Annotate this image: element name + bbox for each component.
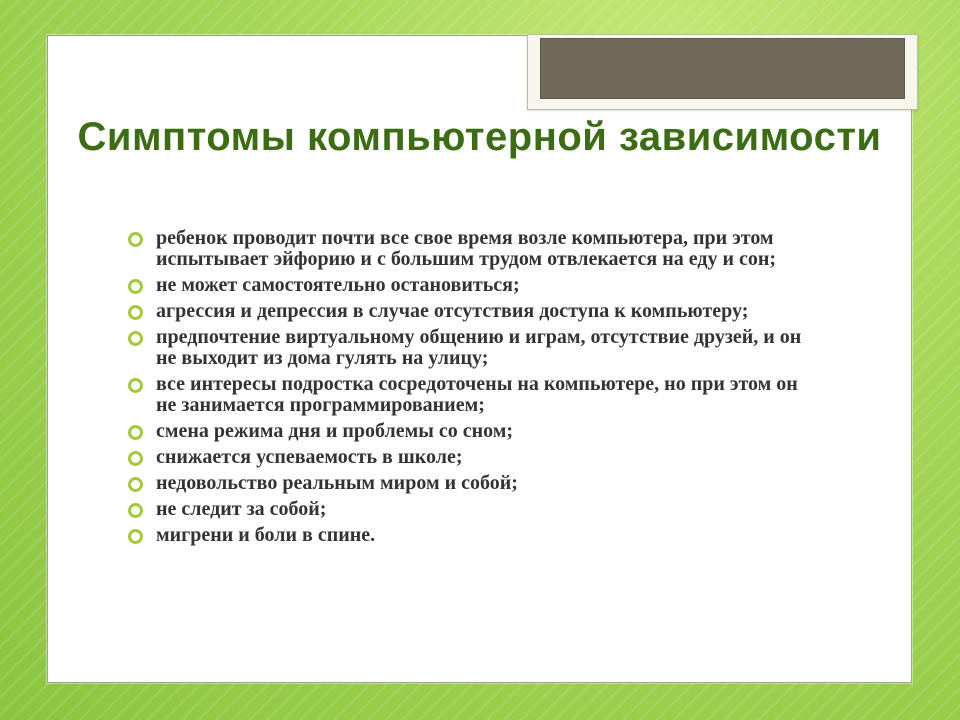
list-item-text: ребенок проводит почти все свое время возле компьютера, при этом испытывает эйфорию и с большим трудом отвлекается на еду и сон; [156,227,777,270]
list-item [128,499,808,520]
list-item [128,525,808,546]
list-item [128,374,808,416]
circle-bullet-icon [128,232,143,247]
slide-title: Симптомы компьютерной зависимости [77,115,882,159]
bullet-list [128,228,808,551]
list-item-text: снижается успеваемость в школе; [156,446,463,468]
circle-bullet-icon [128,529,143,544]
circle-bullet-icon [128,477,143,492]
decorative-title-frame [527,34,918,110]
list-item-text: агрессия и депрессия в случае отсутствия доступа к компьютеру; [156,300,749,322]
circle-bullet-icon [128,331,143,346]
circle-bullet-icon [128,503,143,518]
list-item-text: недовольство реальным миром и собой; [156,472,518,494]
list-item-text: не следит за собой; [156,498,327,520]
list-item-text: смена режима дня и проблемы со сном; [156,420,514,442]
circle-bullet-icon [128,425,143,440]
circle-bullet-icon [128,305,143,320]
list-item [128,421,808,442]
list-item [128,327,808,369]
list-item-text: предпочтение виртуальному общению и играм, отсутствие друзей, и он не выходит из дома гулять на улицу; [156,326,802,369]
list-item-text: не может самостоятельно остановиться; [156,274,520,296]
list-item [128,275,808,296]
circle-bullet-icon [128,378,143,393]
list-item-text: все интересы подростка сосредоточены на компьютере, но при этом он не занимается программированием; [156,373,798,416]
circle-bullet-icon [128,451,143,466]
circle-bullet-icon [128,279,143,294]
list-item [128,447,808,468]
decorative-title-block [540,38,905,99]
list-item [128,228,808,270]
list-item-text: мигрени и боли в спине. [156,524,376,546]
list-item [128,473,808,494]
list-item [128,301,808,322]
